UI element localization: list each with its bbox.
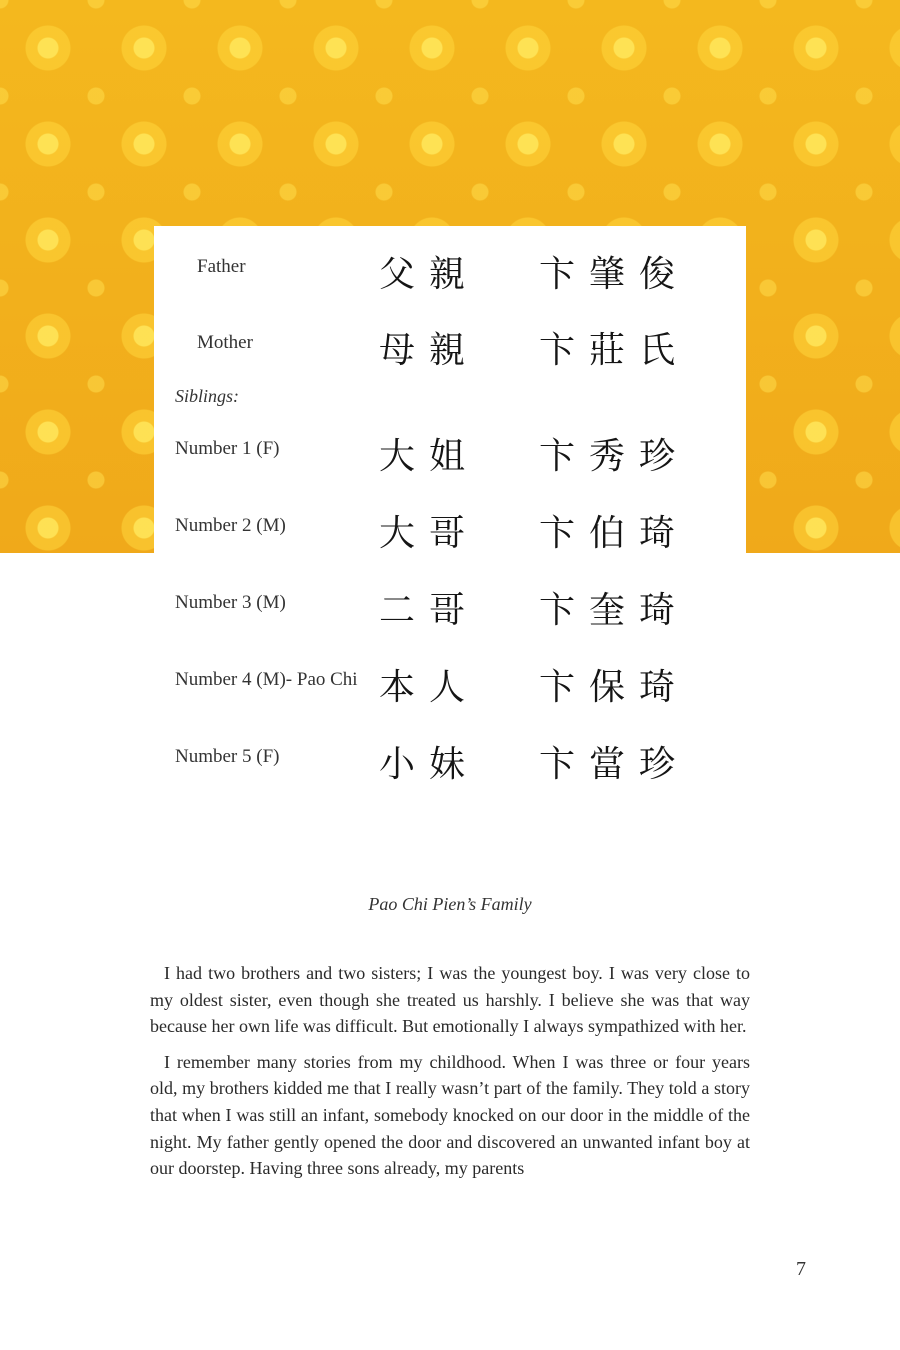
siblings-heading: Siblings: — [175, 386, 240, 406]
row-label: Number 4 (M)- Pao Chi — [175, 669, 358, 690]
row-label: Number 5 (F) — [175, 746, 280, 767]
handwritten-relation: 大哥 — [379, 513, 480, 554]
handwritten-name: 卞伯琦 — [539, 513, 690, 554]
row-label: Mother — [197, 332, 253, 353]
row-label: Father — [197, 256, 246, 277]
figure-caption: Pao Chi Pien’s Family — [368, 894, 532, 914]
handwritten-relation: 大姐 — [379, 436, 480, 477]
handwritten-name: 卞當珍 — [539, 744, 690, 785]
family-row-sibling-1 — [154, 424, 746, 477]
handwritten-relation: 父親 — [379, 254, 480, 295]
family-row-mother — [154, 318, 746, 371]
paragraph: I had two brothers and two sisters; I was the youngest boy. I was very close to my oldest sister, even though she treated us harshly. I believe she was that way because her own life was difficult. But emotionally I always sympathized with her. — [150, 963, 750, 1037]
paragraph: I remember many stories from my childhood. When I was three or four years old, my brothers kidded me that I really wasn’t part of the family. They told a story that when I was still an infant, somebody knocked on our door in the middle of the night. My father gently opened the door and discovered an unwanted infant boy at our doorstep. Having three sons already, my parents — [150, 1051, 750, 1179]
family-row-sibling-4 — [154, 655, 746, 708]
page-number: 7 — [796, 1258, 806, 1280]
family-row-father — [154, 242, 746, 295]
body-text — [150, 960, 750, 1191]
handwritten-relation: 小妹 — [379, 744, 480, 785]
row-label: Number 1 (F) — [175, 438, 280, 459]
handwritten-name: 卞肇俊 — [539, 254, 690, 295]
handwritten-name: 卞保琦 — [539, 667, 690, 708]
handwritten-relation: 本人 — [379, 667, 480, 708]
family-row-sibling-5 — [154, 732, 746, 785]
handwritten-relation: 二哥 — [379, 590, 480, 631]
family-row-sibling-2 — [154, 501, 746, 554]
handwritten-relation: 母親 — [379, 330, 480, 371]
handwritten-name: 卞秀珍 — [539, 436, 690, 477]
family-names-table — [154, 226, 746, 806]
family-row-sibling-3 — [154, 578, 746, 631]
row-label: Number 3 (M) — [175, 592, 286, 613]
row-label: Number 2 (M) — [175, 515, 286, 536]
handwritten-name: 卞莊氏 — [539, 330, 690, 371]
handwritten-name: 卞奎琦 — [539, 590, 690, 631]
